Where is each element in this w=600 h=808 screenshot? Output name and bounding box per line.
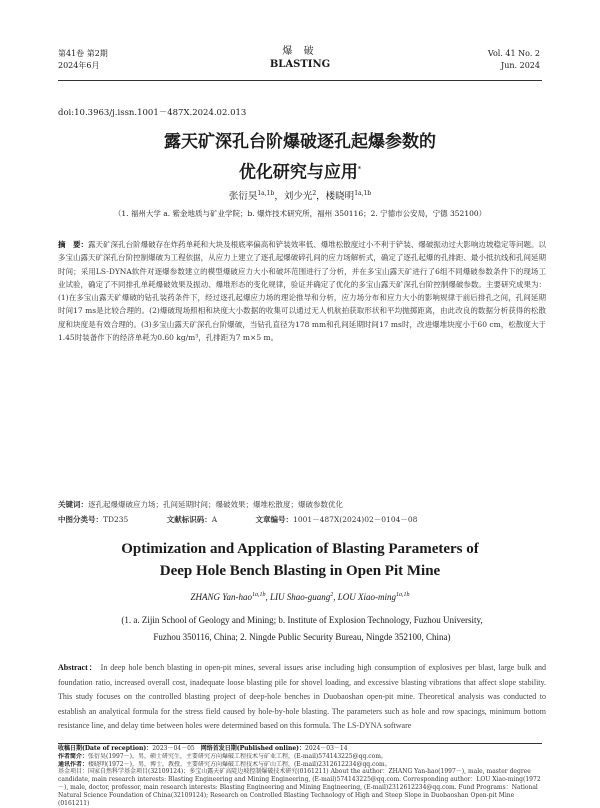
keywords-cn-label: 关键词： [58,500,88,509]
abstract-cn-label: 摘 要： [58,240,89,249]
article-id-label: 文章编号： [255,515,294,524]
affiliation-en-line2: Fuzhou 350116, China; 2. Ningde Public Security Bureau, Ningde 352100, China) [153,632,451,642]
journal-name-cn: 爆 破 [282,46,318,57]
author-en-3: , LOU Xiao-ming [333,592,396,602]
classification-row [58,514,453,525]
received-date: 2023－04－05 [152,745,195,752]
corr-en-label: Corresponding author： [402,776,477,783]
keywords-cn [58,499,546,510]
title-en-line2: Deep Hole Bench Blasting in Open Pit Mine [159,563,441,579]
author-cn-3-aff: 1a,1b [354,189,372,197]
fund-en: National Natural Science Foundation of China(32109124); Research on Controlled Blasting Technology of High and Steep Slope in Duobaoshan Open-pit Mine (0161211) [58,784,538,807]
abstract-cn [58,238,546,344]
author-en-1: ZHANG Yan-hao [190,592,252,602]
clc-label: 中图分类号： [58,515,103,524]
received-label: 收稿日期(Date of reception)： [58,745,153,752]
fund-en-label: Fund Programs： [458,784,512,791]
author-en-label: About the author： [330,768,389,775]
header-date-en: Jun. 2024 [501,61,540,70]
doc-value: A [211,515,218,524]
online-label: 网络首发日期(Published online)： [200,745,306,752]
keywords-cn-text: 逐孔起爆爆破应力场；孔间延期时间；爆破效果；爆堆松散度；爆破参数优化 [88,500,343,509]
author-en-3-aff: 1a,1b [395,592,410,598]
article-id [256,515,436,524]
fund-cn: 国家自然科学基金项目(32109124)；多宝山露天矿高陡边坡控制爆破技术研究(0161211) [88,768,329,775]
journal-name-en: BLASTING [269,59,331,70]
header-volume: 第41卷 第2期 [58,49,108,58]
author-en-note: ZHANG Yan-hao(1997－), male, master degree candidate, main research interests: Blasting Engineering and Mining Engineering, (E-mail)574143225@qq.com. [58,768,531,783]
clc-value: TD235 [103,515,129,524]
title-en-line1: Optimization and Application of Blasting Parameters of [121,541,479,557]
footnote-extra [58,768,546,808]
authors-en [0,592,600,602]
author-cn-note: 张衍昊(1997－)，男，硕士研究生，主要研究方向爆破工程技术与矿业工程，(E-mail)574143225@qq.com。 [88,753,387,760]
header-date: 2024年6月 [58,61,100,70]
article-id-value: 1001－487X(2024)02－0104－08 [293,515,418,524]
fund-cn-label: 基金项目： [58,768,89,775]
author-cn-2-aff: 2 [312,189,317,197]
abstract-en [58,661,546,734]
author-cn-1: 张衍昊 [228,191,258,202]
author-cn-2: ，刘少光 [274,191,313,202]
affiliation-en [82,612,522,646]
author-cn-1-aff: 1a,1b [257,189,275,197]
doc-code [167,515,235,524]
corr-en-note: LOU Xiao-ming(1972－), male, doctor, professor, main research interests: Blasting Engineering and Mining Engineering, (E-mail)2312612234@qq.com. [58,776,541,791]
author-en-2: , LIU Shao-guang [265,592,331,602]
author-cn-note-label: 作者简介： [58,753,89,760]
title-cn-text: 优化研究与应用 [238,162,358,183]
header-rule [58,80,542,81]
footnote-author-cn [58,753,546,761]
footnote-corr-cn [58,761,546,768]
affiliation-en-line1: (1. a. Zijin School of Geology and Mining; b. Institute of Explosion Technology, Fuzhou University, [121,615,483,625]
abstract-en-label: Abstract： [58,663,98,672]
header-volume-issue-en [488,48,540,72]
corr-cn-label: 通讯作者： [58,761,89,768]
corr-cn-note: 楼晓明(1972－)，男，博士，教授，主要研究方向爆破工程技术与矿山工程，(E-mail)2312612234@qq.com。 [88,761,391,768]
abstract-cn-text: 露天矿深孔台阶爆破存在炸药单耗和大块及根底率偏高和铲装效率低、爆堆松散度过小不利于铲装、爆破振动过大影响边坡稳定等问题。以多宝山露天矿深孔台阶控制爆破为工程依据，从应力上建立了逐孔起爆破碎孔间的应力场解析式，确定了逐孔起爆的孔排距、最小抵抗线和孔间延期时间；采用LS-DYNA软件对逐爆参数建立的模型爆破应力大小和破坏范围进行了分析，并在多宝山露天矿进行了6组不同爆破参数条件下的现场工业试验，确定了不同排孔单耗爆破效果及振动、爆堆形态的变化规律，验证并确定了优化的多宝山露天矿深孔台阶控制爆破参数。主要研究成果为：(1)在多宝山露天矿爆破的钻孔装药条件下，经过逐孔起爆应力场的理论推导和分析，应力场分布和应力大小的影响规律于前后排孔之间，孔间延期时间17 ms是比较合理的。(2)爆破现场照相和块度大小数据的收集可以通过无人机航拍获取形状和平均抛掷距离，由此改良的数据分析获得的松散度和块度是有效合理的。(3)多宝山露天矿深孔台阶爆破，当钻孔直径为178 mm和孔间延期时间17 ms时，改进爆堆块度小于60 cm，松散度大于1.45时装备作下的经济单耗为0.60 kg/m³，孔排距为7 m×5 m。 [58,240,546,343]
author-en-1-aff: 1a,1b [251,592,266,598]
abstract-en-text: In deep hole bench blasting in open-pit mines, several issues arise including high consumption of explosives per blast, large bulk and foundation ratio, increased overall cost, inadequate loose blasting pile for shovel loading, and excessive blasting vibrations that affect slope stability. This study focuses on the controlled blasting project of deep-hole benches in Duobaoshan open-pit mine. Theoretical analysis was conducted to establish an analytical formula for the stress field caused by hole-by-hole blasting. The parameters such as hole and row spacings, minimum bottom resistance line, and delay time between holes were determined based on this formula. The LS-DYNA software [58,663,546,731]
online-date: 2024－03－14 [305,745,348,752]
title-footnote-mark: * [357,166,362,173]
title-cn-line2 [0,159,600,184]
clc-code [58,515,146,524]
author-cn-3: ，楼晓明 [316,191,355,202]
affiliation-cn: （1. 福州大学 a. 紫金地质与矿业学院；b. 爆炸技术研究所，福州 350116；2. 宁德市公安局，宁德 352100） [113,209,487,218]
doc-label: 文献标识码： [166,515,212,524]
doi[interactable]: doi:10.3963/j.issn.1001－487X.2024.02.013 [58,108,247,118]
authors-cn [0,188,600,202]
title-cn-line1: 露天矿深孔台阶爆破逐孔起爆参数的 [164,132,436,152]
footnote-rule [58,743,542,744]
author-en-2-aff: 2 [330,592,334,598]
footnote-dates [58,745,546,753]
header-volume-en: Vol. 41 No. 2 [487,49,540,58]
